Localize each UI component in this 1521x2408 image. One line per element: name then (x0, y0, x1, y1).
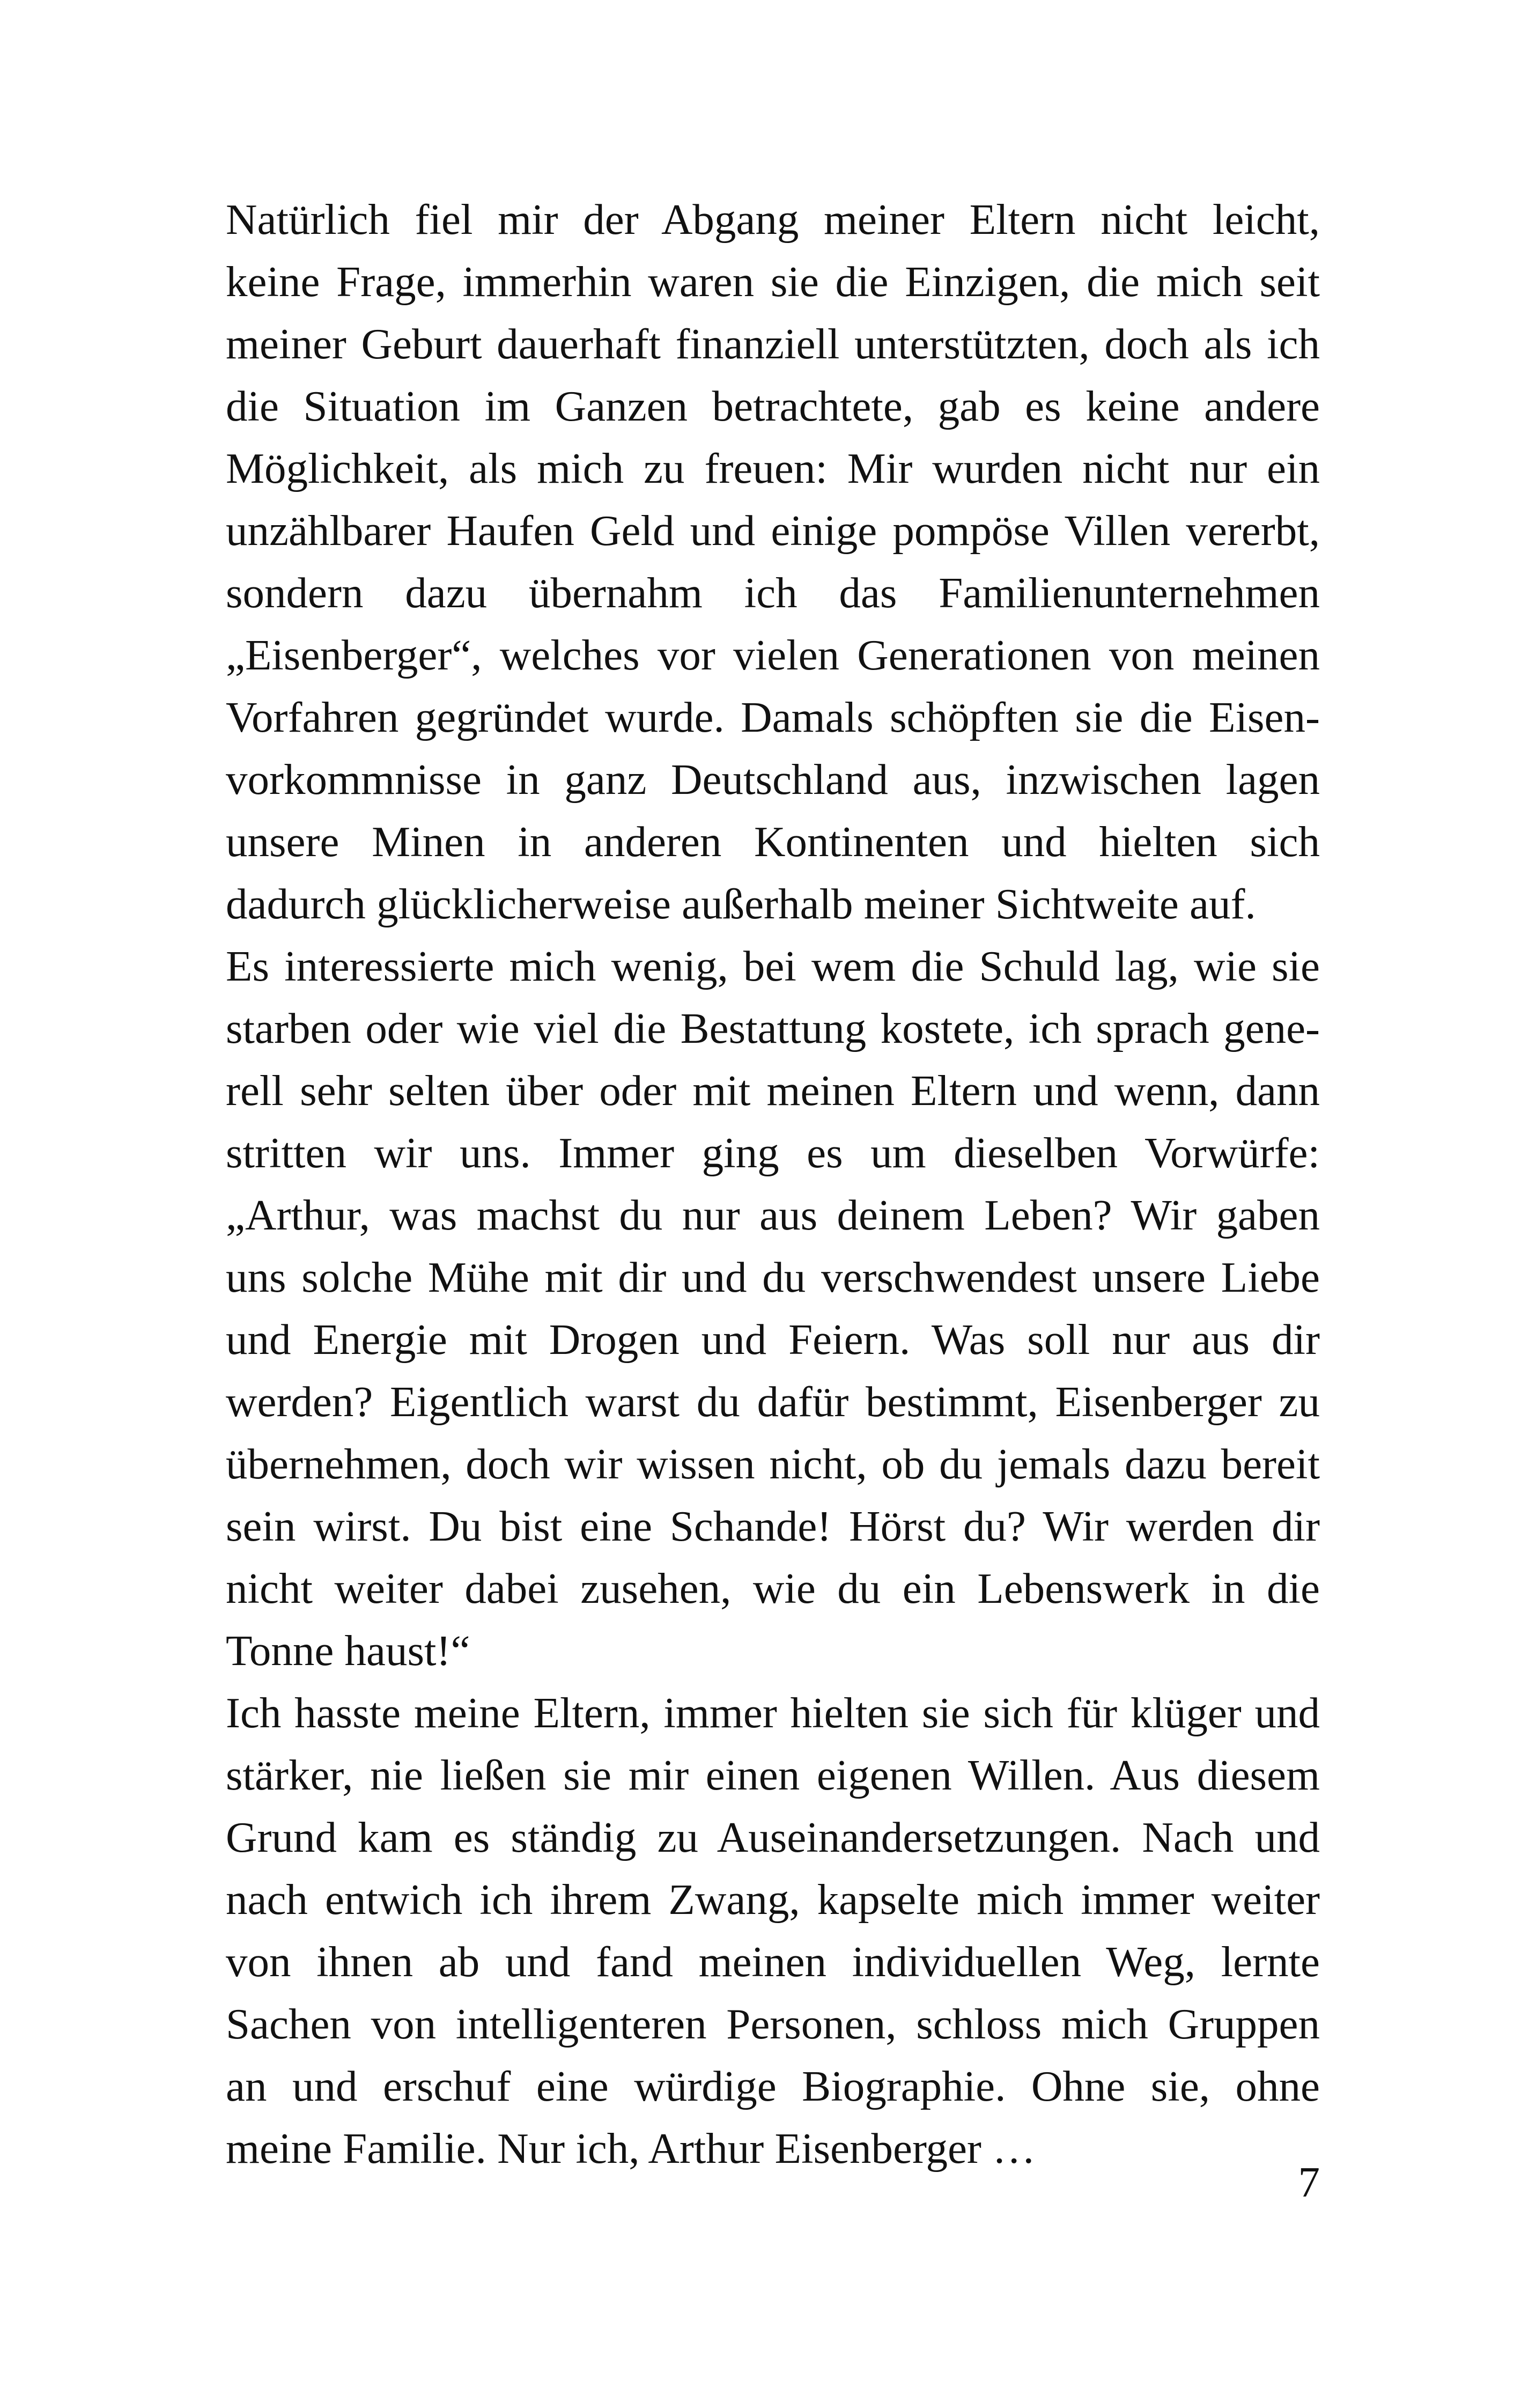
text-line: keine Frage, immerhin waren sie die Einzigen, die mich seit (226, 257, 1320, 306)
body-text (226, 188, 1320, 2179)
text-line: und Energie mit Drogen und Feiern. Was soll nur aus dir (226, 1315, 1320, 1364)
text-line: „Arthur, was machst du nur aus deinem Leben? Wir gaben (226, 1191, 1320, 1239)
text-line: sondern dazu übernahm ich das Familienunternehmen (226, 569, 1320, 617)
text-line: uns solche Mühe mit dir und du verschwendest unsere Liebe (226, 1253, 1320, 1301)
text-line: meiner Geburt dauerhaft finanziell unterstützten, doch als ich (226, 320, 1320, 368)
paragraph-1 (226, 188, 1320, 935)
text-line: „Eisenberger“, welches vor vielen Generationen von meinen (226, 631, 1320, 679)
text-line: die Situation im Ganzen betrachtete, gab es keine andere (226, 382, 1320, 430)
text-line: unzählbarer Haufen Geld und einige pompöse Villen vererbt, (226, 506, 1320, 555)
text-line: vorkommnisse in ganz Deutschland aus, inzwischen lagen (226, 755, 1320, 804)
text-line: übernehmen, doch wir wissen nicht, ob du jemals dazu bereit (226, 1440, 1320, 1488)
text-line: meine Familie. Nur ich, Arthur Eisenberger … (226, 2124, 1036, 2173)
text-line: Ich hasste meine Eltern, immer hielten sie sich für klüger und (226, 1689, 1320, 1737)
text-line: nach entwich ich ihrem Zwang, kapselte mich immer weiter (226, 1875, 1320, 1924)
text-line: Grund kam es ständig zu Auseinandersetzungen. Nach und (226, 1813, 1320, 1861)
text-line: stärker, nie ließen sie mir einen eigenen Willen. Aus diesem (226, 1751, 1320, 1799)
text-line: werden? Eigentlich warst du dafür bestimmt, Eisenberger zu (226, 1378, 1320, 1426)
text-line: Möglichkeit, als mich zu freuen: Mir wurden nicht nur ein (226, 444, 1320, 492)
paragraph-3 (226, 1682, 1320, 2179)
text-line: Tonne haust!“ (226, 1626, 470, 1675)
text-line: Vorfahren gegründet wurde. Damals schöpften sie die Eisen- (226, 693, 1320, 741)
text-line: Sachen von intelligenteren Personen, schloss mich Gruppen (226, 2000, 1320, 2048)
text-line: Es interessierte mich wenig, bei wem die Schuld lag, wie sie (226, 942, 1320, 990)
paragraph-2 (226, 935, 1320, 1682)
text-line: stritten wir uns. Immer ging es um dieselben Vorwürfe: (226, 1129, 1320, 1177)
text-line: starben oder wie viel die Bestattung kostete, ich sprach gene- (226, 1004, 1320, 1052)
text-line: Natürlich fiel mir der Abgang meiner Eltern nicht leicht, (226, 195, 1320, 244)
text-line: rell sehr selten über oder mit meinen Eltern und wenn, dann (226, 1066, 1320, 1115)
text-line: an und erschuf eine würdige Biographie. Ohne sie, ohne (226, 2062, 1320, 2110)
text-line: nicht weiter dabei zusehen, wie du ein Lebenswerk in die (226, 1564, 1320, 1612)
text-line: sein wirst. Du bist eine Schande! Hörst du? Wir werden dir (226, 1502, 1320, 1550)
text-line: von ihnen ab und fand meinen individuellen Weg, lernte (226, 1938, 1320, 1986)
text-line: dadurch glücklicherweise außerhalb meiner Sichtweite auf. (226, 880, 1256, 928)
page-number: 7 (1298, 2158, 1320, 2206)
text-line: unsere Minen in anderen Kontinenten und hielten sich (226, 818, 1320, 866)
